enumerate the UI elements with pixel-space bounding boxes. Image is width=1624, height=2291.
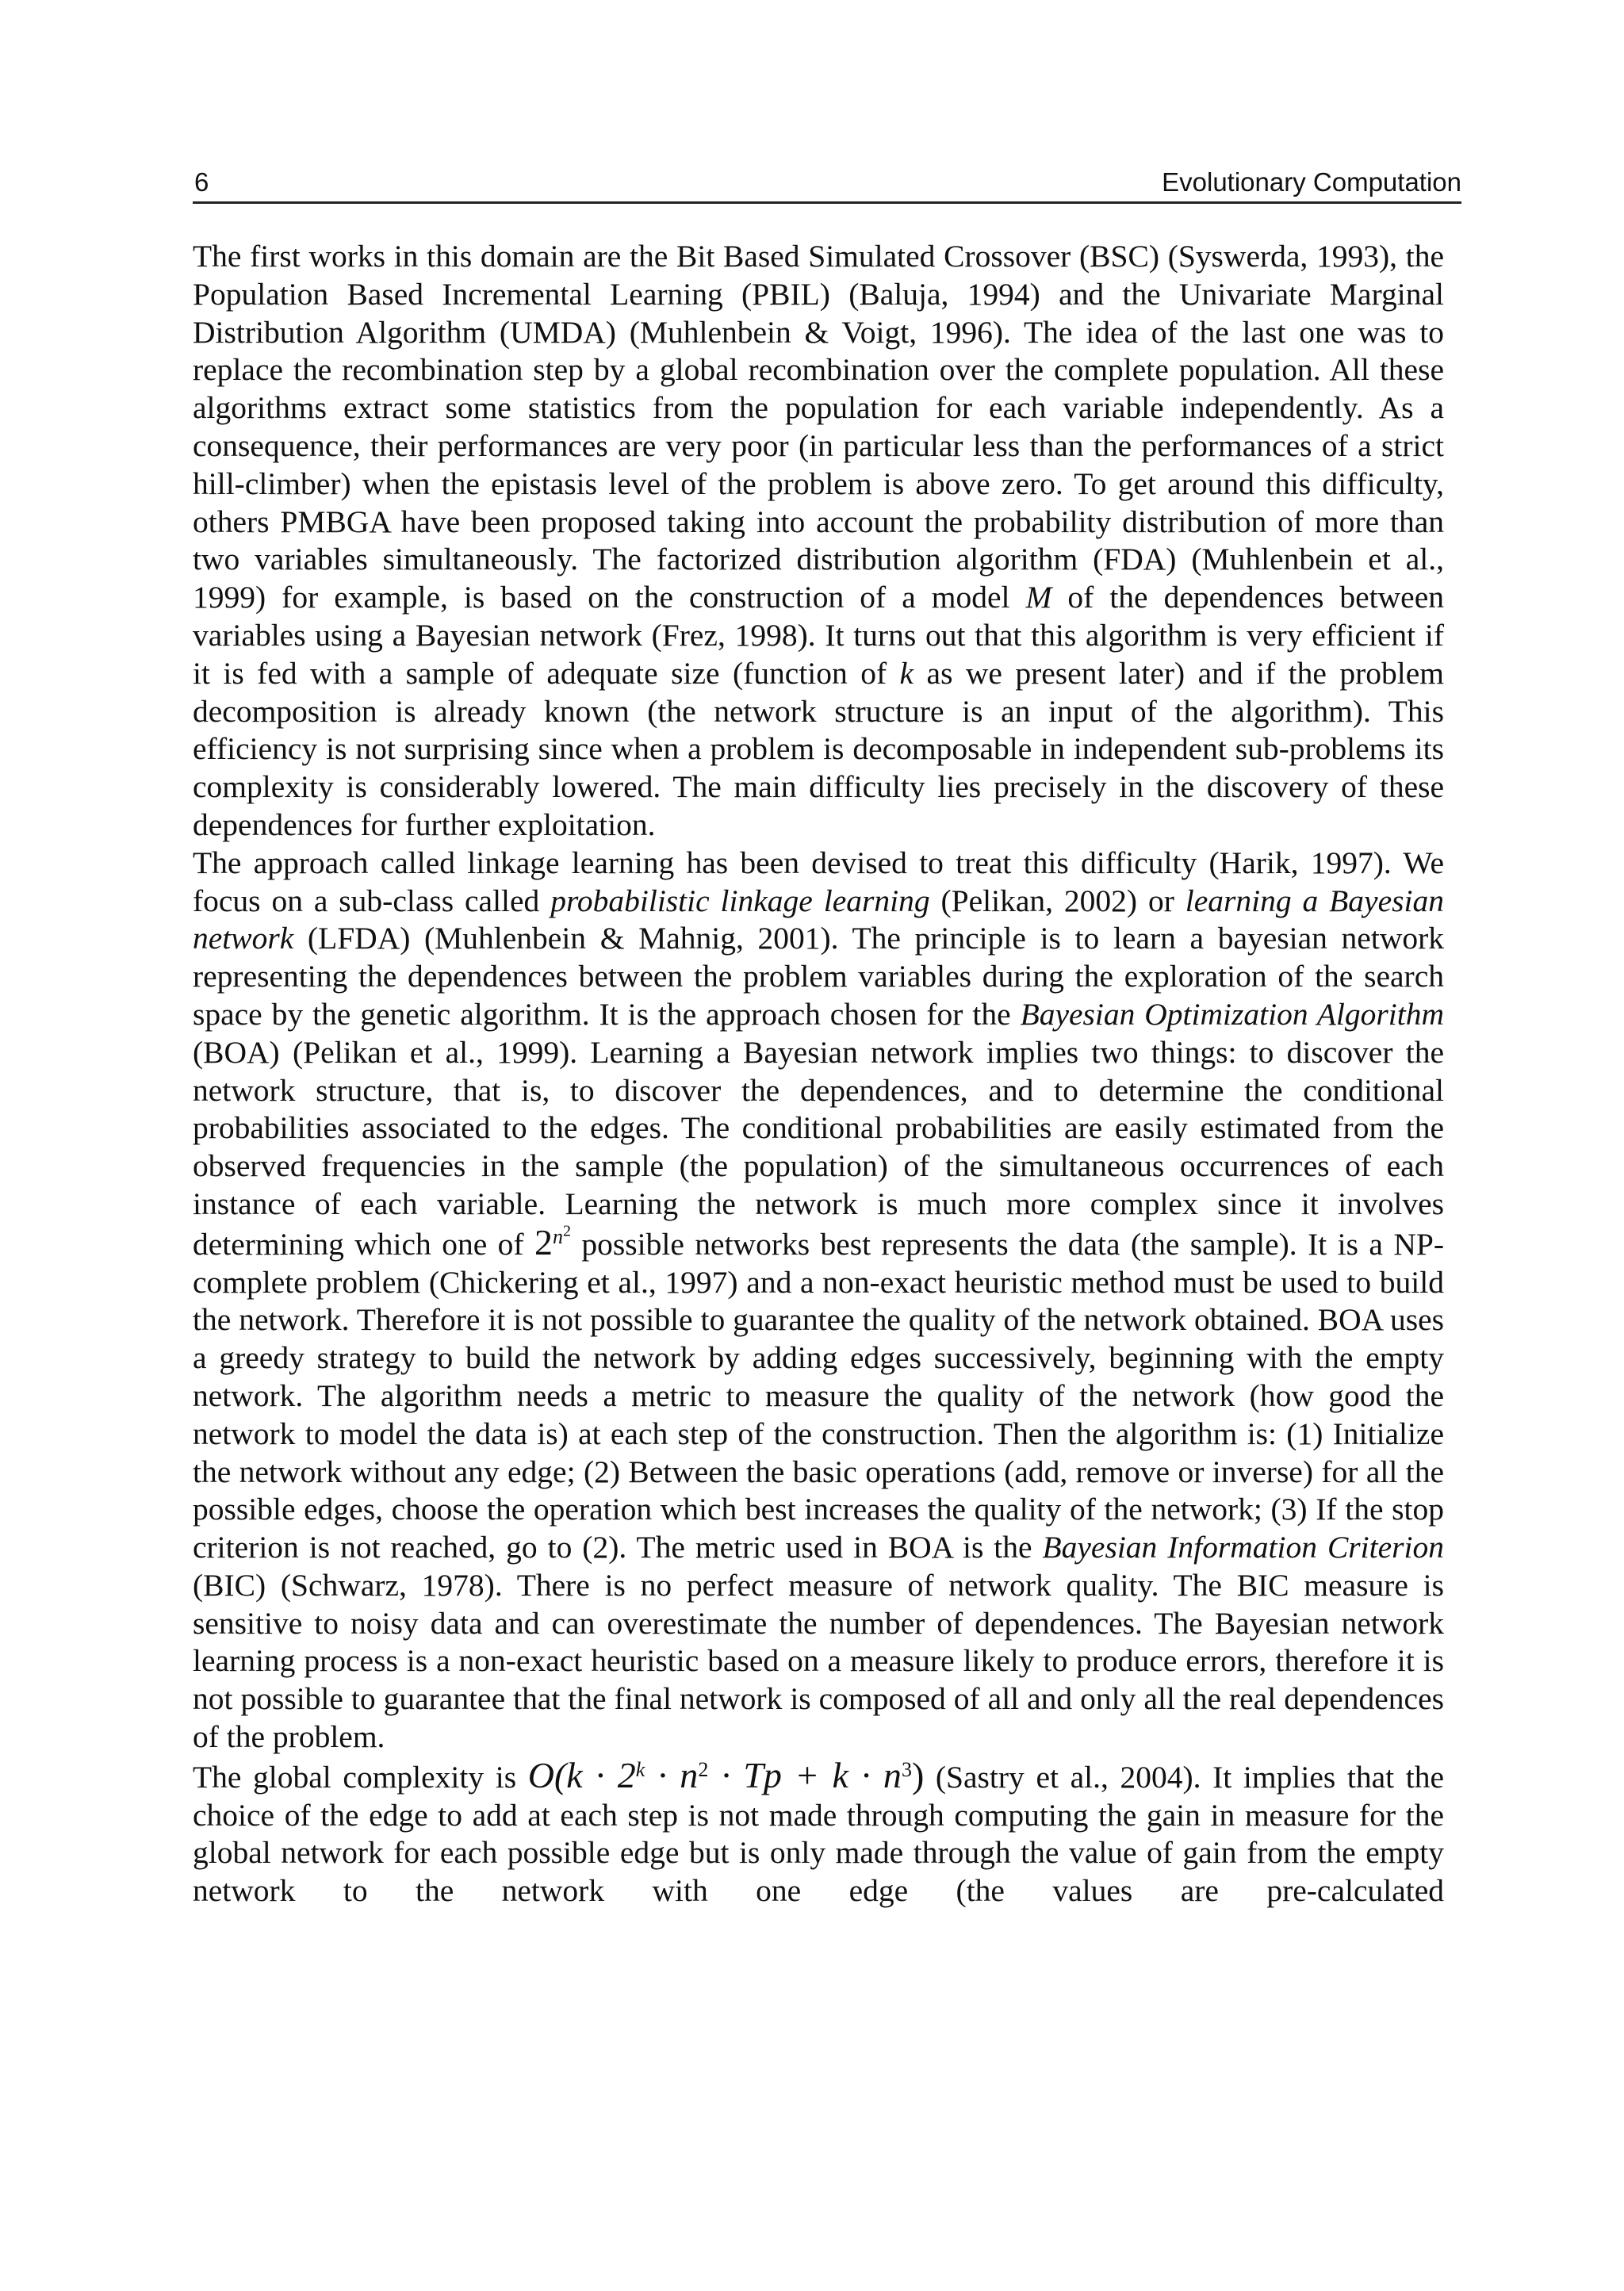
running-title: Evolutionary Computation [1162,167,1461,197]
paragraph-2: The approach called linkage learning has been devised to treat this difficulty (Harik, 1997). We focus on a sub-class called probabilistic linkage learning (Pelikan, 2002) or learning a Bayesian network (LFDA) (Muhlenbein & Mahnig, 2001). The principle is to learn a bayesian network representing the dependences between the problem variables during the exploration of the search space by the genetic algorithm. It is the approach chosen for the Bayesian Optimization Algorithm (BOA) (Pelikan et al., 1999). Learning a Bayesian network implies two things: to discover the network structure, that is, to discover the dependences, and to determine the conditional probabilities associated to the edges. The conditional probabilities are easily estimated from the observed frequencies in the sample (the population) of the simultaneous occurrences of each instance of each variable. Learning the network is much more complex since it involves determining which one of $2^{n^2}$ possible networks best represents the data (the sample). It is a NP-complete problem (Chickering et al., 1997) and a non-exact heuristic method must be used to build the network. Therefore it is not possible to guarantee the quality of the network obtained. BOA uses a greedy strategy to build the network by adding edges successively, beginning with the empty network. The algorithm needs a metric to measure the quality of the network (how good the network to model the data is) at each step of the construction. Then the algorithm is: (1) Initialize the network without any edge; (2) Between the basic operations (add, remove or inverse) for all the possible edges, choose the operation which best increases the quality of the network; (3) If the stop criterion is not reached, go to (2). The metric used in BOA is the Bayesian Information Criterion (BIC) (Schwarz, 1978). There is no perfect measure of network quality. The BIC measure is sensitive to noisy data and can overestimate the number of dependences. The Bayesian network learning process is a non-exact heuristic based on a measure likely to produce errors, therefore it is not possible to guarantee that the final network is composed of all and only all the real dependences of the problem. [193,845,1445,1755]
page-number: 6 [194,167,209,197]
body-text [193,238,1444,1910]
model-symbol: M [1025,580,1052,615]
formula-networks-count: $2^{n^2}$ [534,1221,571,1262]
paragraph-1: The first works in this domain are the Bit Based Simulated Crossover (BSC) (Syswerda, 1993), the Population Based Incremental Learning (PBIL) (Baluja, 1994) and the Univariate Marginal Distribution Algorithm (UMDA) (Muhlenbein & Voigt, 1996). The idea of the last one was to replace the recombination step by a global recombination over the complete population. All these algorithms extract some statistics from the population for each variable independently. As a consequence, their performances are very poor (in particular less than the performances of a strict hill-climber) when the epistasis level of the problem is above zero. To get around this difficulty, others PMBGA have been proposed taking into account the probability distribution of more than two variables simultaneously. The factorized distribution algorithm (FDA) (Muhlenbein et al., 1999) for example, is based on the construction of a model M of the dependences between variables using a Bayesian network (Frez, 1998). It turns out that this algorithm is very efficient if it is fed with a sample of adequate size (function of k as we present later) and if the problem decomposition is already known (the network structure is an input of the algorithm). This efficiency is not surprising since when a problem is decomposable in independent sub-problems its complexity is considerably lowered. The main difficulty lies precisely in the discovery of these dependences for further exploitation. [193,239,1444,842]
paragraph-3: The global complexity is $O(k \cdot 2^k \cdot n^2 \cdot Tp + k \cdot n^3)$ (Sastry et al., 2004). It implies that the choice of the edge to add at each step is not made through computing the gain in measure for the global network for each possible edge but is only made through the value of gain from the empty network to the network with one edge (the values are pre-calculated [193,1754,1444,1909]
page-header [193,163,1461,204]
k-symbol: k [899,655,914,691]
formula-complexity: $O(k \cdot 2^k \cdot n^2 \cdot Tp + k \cdot n^3)$ [527,1754,925,1795]
